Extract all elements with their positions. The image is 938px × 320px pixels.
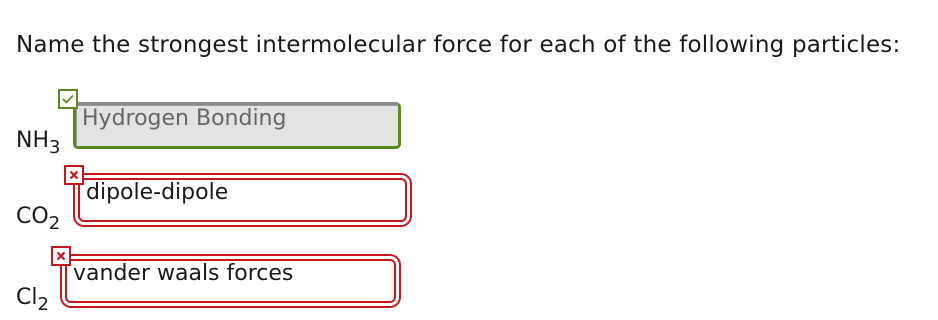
formula-subscript: 2 <box>48 213 61 234</box>
check-icon <box>62 94 74 104</box>
formula-nh3 <box>16 128 61 158</box>
formula-base: Cl <box>16 285 38 310</box>
question-prompt: Name the strongest intermolecular force for each of the following particles: <box>16 32 901 58</box>
x-icon <box>56 251 66 261</box>
answer-field-co2[interactable] <box>78 178 407 222</box>
answer-field-cl2[interactable] <box>65 259 396 303</box>
formula-cl2 <box>16 285 49 315</box>
incorrect-badge <box>51 246 71 266</box>
answer-field-nh3[interactable] <box>73 102 401 149</box>
formula-subscript: 3 <box>49 137 61 158</box>
formula-base: CO <box>16 204 49 229</box>
formula-subscript: 2 <box>37 294 49 315</box>
formula-co2 <box>16 204 61 234</box>
x-icon <box>69 170 79 180</box>
correct-badge <box>58 89 78 109</box>
incorrect-badge <box>64 165 84 185</box>
formula-base: NH <box>16 128 49 153</box>
